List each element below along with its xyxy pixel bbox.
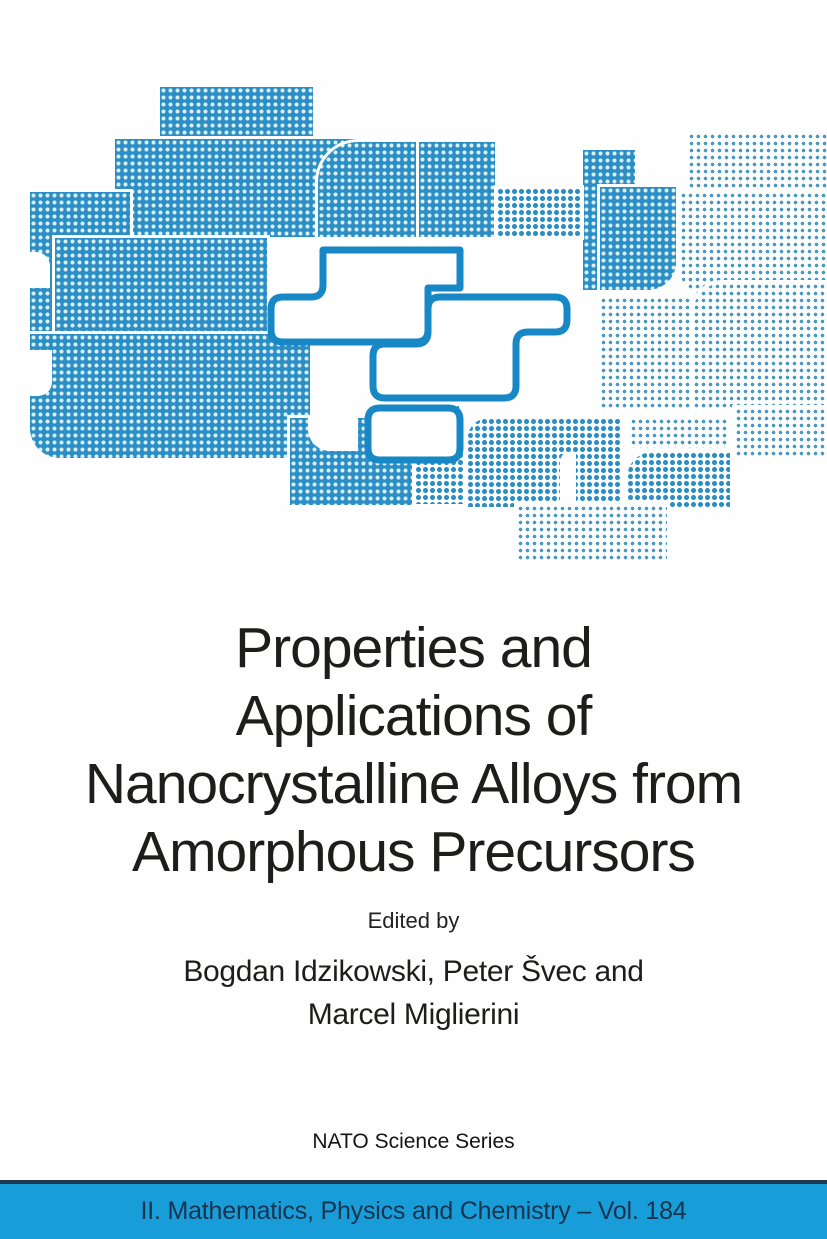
halftone-piece bbox=[55, 238, 267, 332]
halftone-piece bbox=[318, 142, 416, 237]
editors-line: Marcel Miglierini bbox=[307, 998, 520, 1031]
series-name: NATO Science Series bbox=[312, 1130, 515, 1153]
title-line: Nanocrystalline Alloys from bbox=[84, 752, 743, 816]
editors-line: Bogdan Idzikowski, Peter Švec and bbox=[183, 955, 644, 988]
title-line: Applications of bbox=[235, 684, 592, 748]
edited-by-label: Edited by bbox=[367, 908, 460, 933]
halftone-puzzle-artwork bbox=[0, 0, 827, 600]
halftone-piece bbox=[419, 142, 495, 237]
puzzle-notch bbox=[30, 252, 50, 288]
editors-names bbox=[0, 950, 827, 1036]
series-volume-band bbox=[0, 1180, 827, 1239]
book-title bbox=[0, 614, 827, 886]
halftone-piece bbox=[735, 408, 827, 456]
series-volume-text: II. Mathematics, Physics and Chemistry – Vol. 184 bbox=[140, 1197, 687, 1225]
halftone-piece bbox=[517, 505, 667, 560]
title-line: Properties and bbox=[235, 616, 592, 680]
white-puzzle-piece bbox=[368, 408, 460, 460]
title-line: Amorphous Precursors bbox=[132, 820, 695, 884]
halftone-piece bbox=[627, 452, 730, 507]
puzzle-notch bbox=[30, 350, 52, 396]
halftone-piece bbox=[600, 187, 676, 290]
halftone-piece bbox=[497, 188, 581, 237]
halftone-piece bbox=[688, 133, 827, 191]
halftone-piece bbox=[680, 192, 827, 294]
halftone-piece bbox=[630, 418, 727, 448]
puzzle-outline-art bbox=[250, 235, 595, 480]
halftone-piece bbox=[693, 283, 827, 408]
halftone-piece bbox=[600, 297, 690, 409]
